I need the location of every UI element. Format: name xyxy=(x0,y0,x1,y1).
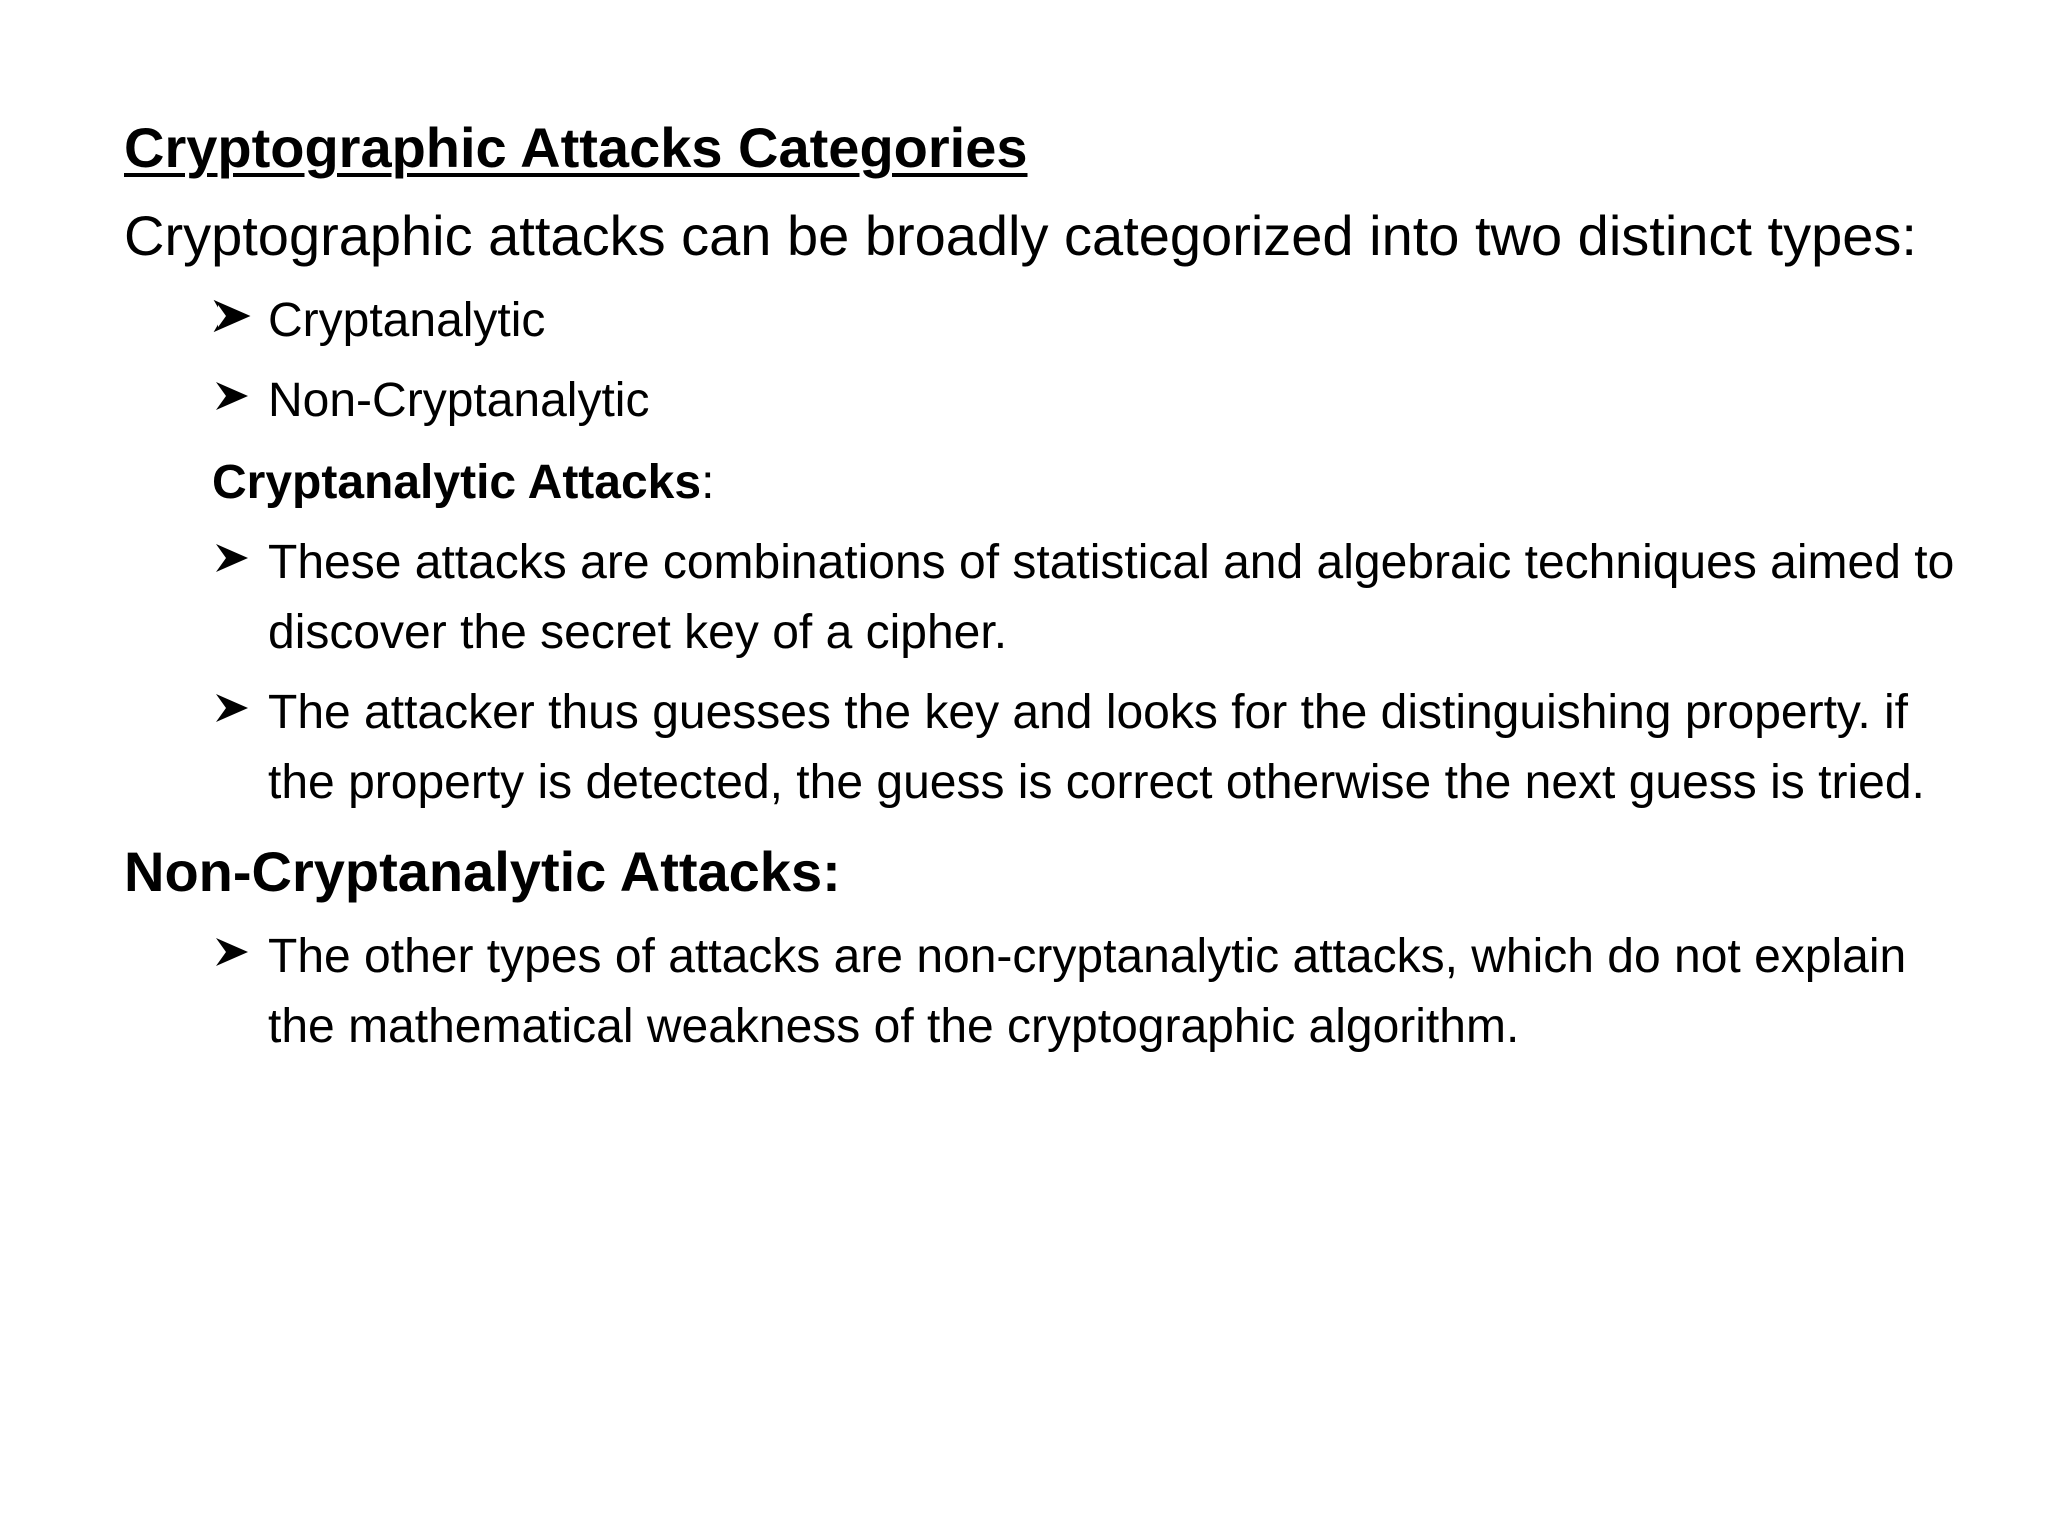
bullet-text: The attacker thus guesses the key and looks for the distinguishing property. if the property is detected, the guess is correct otherwise the next guess is tried. xyxy=(268,686,1925,809)
intro-paragraph: Cryptographic attacks can be broadly categorized into two distinct types: xyxy=(124,204,1917,267)
list-item xyxy=(212,922,1964,1062)
cryptanalytic-label-bold: Cryptanalytic Attacks xyxy=(212,456,702,509)
list-item xyxy=(212,366,1964,436)
bullet-text: The other types of attacks are non-cryptanalytic attacks, which do not explain the mathematical weakness of the cryptographic algorithm. xyxy=(268,930,1907,1053)
arrow-bullet-icon xyxy=(212,366,268,436)
slide-title: Cryptographic Attacks Categories xyxy=(124,116,1028,179)
arrow-bullet-icon xyxy=(212,922,268,992)
arrow-bullet-icon xyxy=(212,528,268,598)
non-cryptanalytic-bullets xyxy=(212,922,1964,1062)
cryptanalytic-section-label xyxy=(212,448,1964,518)
bullet-text: These attacks are combinations of statistical and algebraic techniques aimed to discover the secret key of a cipher. xyxy=(268,536,1955,659)
slide-content xyxy=(124,108,1964,1062)
arrow-bullet-icon xyxy=(212,678,268,748)
attack-type-label: Cryptanalytic xyxy=(268,294,546,347)
cryptanalytic-label-suffix: : xyxy=(701,456,715,509)
list-item xyxy=(212,286,1964,356)
arrow-bullet-icon xyxy=(212,286,268,356)
list-item xyxy=(212,528,1964,668)
non-cryptanalytic-heading: Non-Cryptanalytic Attacks: xyxy=(124,840,841,903)
attack-type-label: Non-Cryptanalytic xyxy=(268,374,650,427)
list-item xyxy=(212,678,1964,818)
attack-types-list xyxy=(212,286,1964,436)
cryptanalytic-bullets xyxy=(212,528,1964,818)
